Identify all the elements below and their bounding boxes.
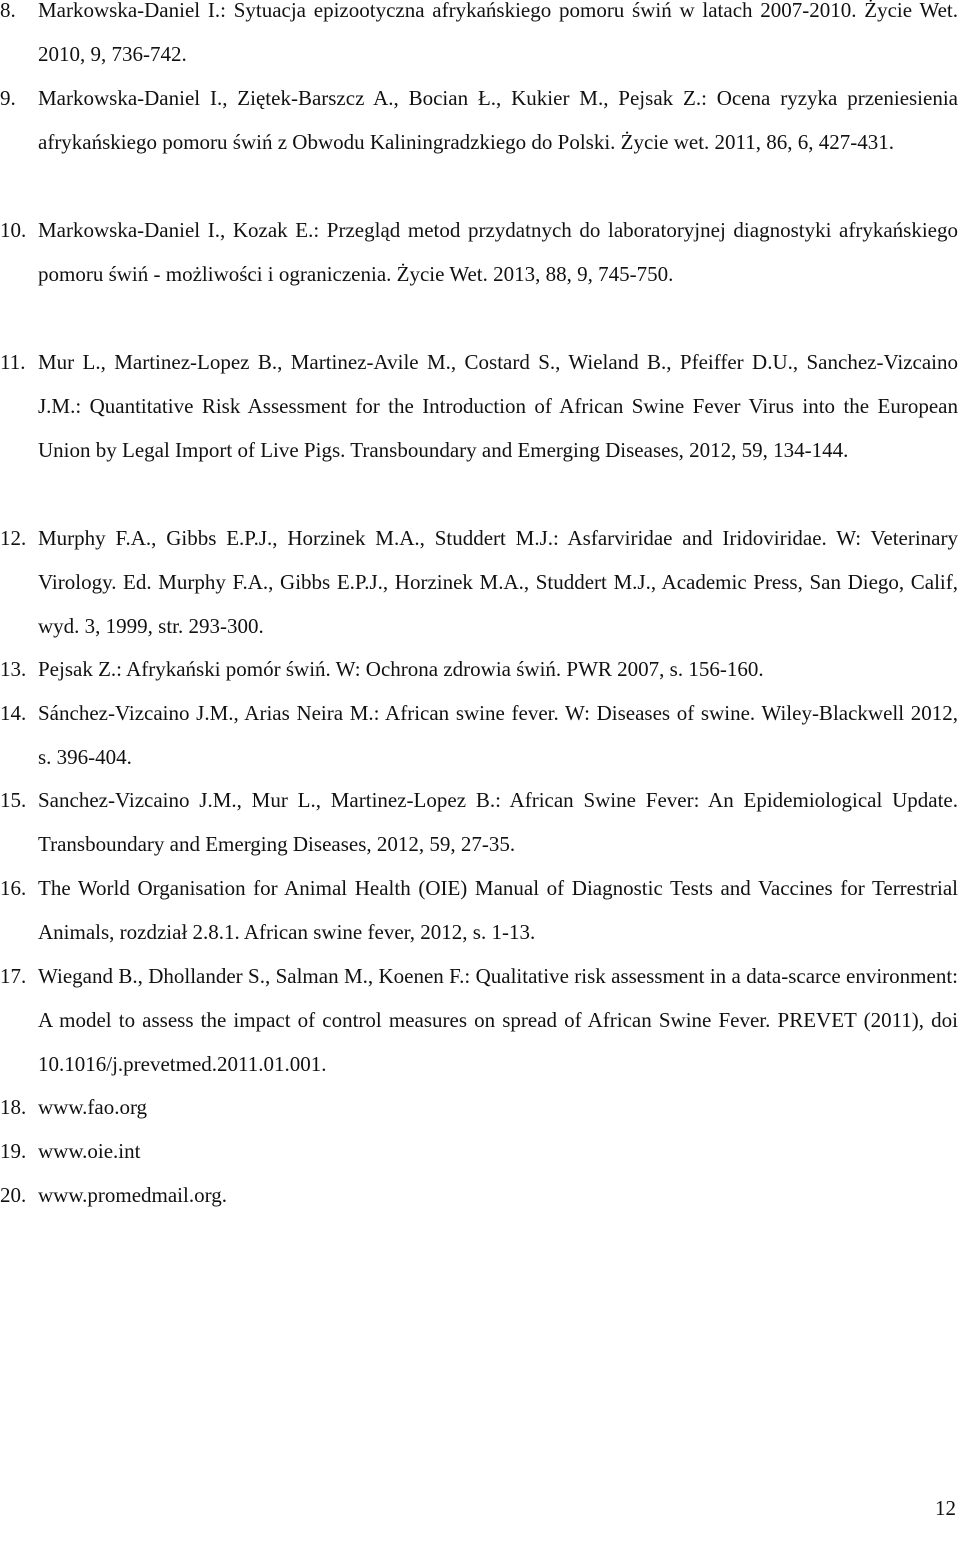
reference-number: 11. [0,350,26,374]
reference-item [0,1085,960,1129]
reference-item [0,647,960,691]
reference-text: Markowska-Daniel I., Ziętek-Barszcz A., Bocian Ł., Kukier M., Pejsak Z.: Ocena ryzyka przeniesienia afrykańskiego pomoru świń z Obwodu Kaliningradzkiego do Polski. Życie wet. 2011, 86, 6, 427-431. [38,86,958,154]
reference-number: 13. [0,657,27,681]
reference-text: Pejsak Z.: Afrykański pomór świń. W: Ochrona zdrowia świń. PWR 2007, s. 156-160. [38,657,764,681]
reference-number: 20. [0,1183,27,1207]
reference-item [0,1129,960,1173]
reference-text: The World Organisation for Animal Health (OIE) Manual of Diagnostic Tests and Vaccines for Terrestrial Animals, rozdział 2.8.1. African swine fever, 2012, s. 1-13. [38,876,958,944]
reference-number: 15. [0,788,27,812]
reference-item [0,76,960,164]
reference-number: 8. [0,0,16,22]
reference-number: 10. [0,218,27,242]
reference-link[interactable]: www.promedmail.org. [38,1183,227,1207]
reference-text: Markowska-Daniel I., Kozak E.: Przegląd metod przydatnych do laboratoryjnej diagnostyki afrykańskiego pomoru świń - możliwości i ograniczenia. Życie Wet. 2013, 88, 9, 745-750. [38,218,958,286]
reference-item [0,516,960,648]
reference-text: Sánchez-Vizcaino J.M., Arias Neira M.: African swine fever. W: Diseases of swine. Wiley-Blackwell 2012, s. 396-404. [38,701,958,769]
reference-item [0,954,960,1086]
reference-number: 19. [0,1139,27,1163]
reference-item [0,340,960,472]
reference-link[interactable]: www.oie.int [38,1139,141,1163]
reference-number: 12. [0,526,27,550]
reference-number: 14. [0,701,27,725]
reference-text: Mur L., Martinez-Lopez B., Martinez-Avile M., Costard S., Wieland B., Pfeiffer D.U., Sanchez-Vizcaino J.M.: Quantitative Risk Assessment for the Introduction of African Swine Fever Virus into the European Union by Legal Import of Live Pigs. Transboundary and Emerging Diseases, 2012, 59, 134-144. [38,350,958,462]
reference-number: 9. [0,86,16,110]
reference-item [0,691,960,779]
reference-item [0,866,960,954]
reference-item [0,208,960,296]
reference-item [0,0,960,76]
reference-item [0,1173,960,1217]
reference-number: 17. [0,964,27,988]
reference-item [0,778,960,866]
reference-text: Wiegand B., Dhollander S., Salman M., Koenen F.: Qualitative risk assessment in a data-scarce environment: A model to assess the impact of control measures on spread of African Swine Fever. PREVET (2011), doi 10.1016/j.prevetmed.2011.01.001. [38,964,958,1076]
reference-text: Murphy F.A., Gibbs E.P.J., Horzinek M.A., Studdert M.J.: Asfarviridae and Iridoviridae. W: Veterinary Virology. Ed. Murphy F.A., Gibbs E.P.J., Horzinek M.A., Studdert M.J., Academic Press, San Diego, Calif, wyd. 3, 1999, str. 293-300. [38,526,958,638]
reference-number: 18. [0,1095,27,1119]
reference-number: 16. [0,876,27,900]
reference-link[interactable]: www.fao.org [38,1095,148,1119]
reference-text: Sanchez-Vizcaino J.M., Mur L., Martinez-Lopez B.: African Swine Fever: An Epidemiological Update. Transboundary and Emerging Diseases, 2012, 59, 27-35. [38,788,958,856]
page-number: 12 [935,1496,956,1520]
reference-text: Markowska-Daniel I.: Sytuacja epizootyczna afrykańskiego pomoru świń w latach 2007-2010. Życie Wet. 2010, 9, 736-742. [38,0,958,66]
